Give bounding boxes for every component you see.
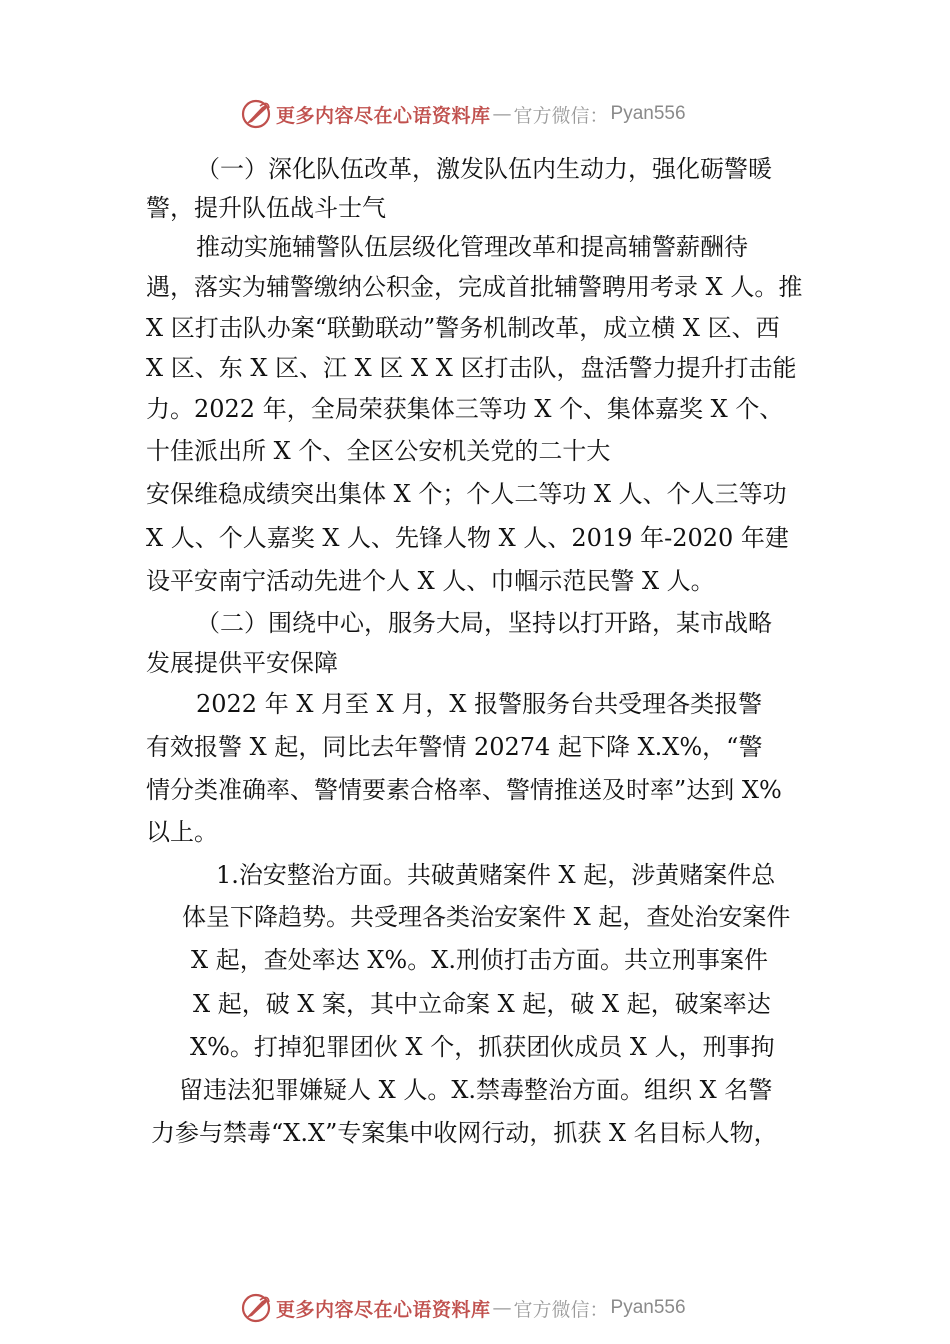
paragraph-line: 安保维稳成绩突出集体 X 个；个人二等功 X 人、个人三等功	[146, 480, 787, 508]
paragraph-line: 推动实施辅警队伍层级化管理改革和提高辅警薪酬待	[196, 233, 748, 261]
paragraph-line: 2022 年 X 月至 X 月，X 报警服务台共受理各类报警	[196, 690, 763, 718]
watermark-banner-bottom	[240, 1291, 686, 1325]
watermark-dash: —	[492, 103, 512, 125]
paragraph-line: X 区、东 X 区、江 X 区 X X 区打击队，盘活警力提升打击能	[146, 354, 797, 382]
quill-logo-icon	[240, 1292, 272, 1324]
paragraph-line: X 区打击队办案“联勤联动”警务机制改革，成立横 X 区、西	[146, 314, 780, 342]
quill-logo-icon	[240, 98, 272, 130]
heading-line-1: （一）深化队伍改革，激发队伍内生动力，强化砺警暖	[196, 155, 772, 183]
watermark-account: Pyan556	[610, 1297, 686, 1318]
list-paragraph-line: 体呈下降趋势。共受理各类治安案件 X 起，查处治安案件	[182, 903, 791, 931]
paragraph-line: 有效报警 X 起，同比去年警情 20274 起下降 X.X%，“警	[146, 733, 763, 761]
heading-line-1: （二）围绕中心，服务大局，坚持以打开路，某市战略	[196, 609, 772, 637]
paragraph-line: 遇，落实为辅警缴纳公积金，完成首批辅警聘用考录 X 人。推	[146, 273, 803, 301]
paragraph-line: 力。2022 年，全局荣获集体三等功 X 个、集体嘉奖 X 个、	[146, 395, 784, 423]
paragraph-line: 情分类准确率、警情要素合格率、警情推送及时率”达到 X%	[146, 776, 782, 804]
heading-line-2: 发展提供平安保障	[146, 649, 338, 677]
list-paragraph-line: 留违法犯罪嫌疑人 X 人。X.禁毒整治方面。组织 X 名警	[179, 1076, 773, 1104]
watermark-banner-top	[240, 97, 686, 131]
paragraph-line: 十佳派出所 X 个、全区公安机关党的二十大	[146, 437, 611, 465]
paragraph-line: 设平安南宁活动先进个人 X 人、巾帼示范民警 X 人。	[146, 567, 715, 595]
watermark-official-label: 官方微信：	[513, 1298, 609, 1321]
watermark-main-text: 更多内容尽在心语资料库	[276, 1298, 491, 1321]
paragraph-line: X 人、个人嘉奖 X 人、先锋人物 X 人、2019 年-2020 年建	[146, 524, 789, 552]
watermark-dash: —	[492, 1297, 512, 1319]
heading-line-2: 警，提升队伍战斗士气	[146, 194, 386, 222]
list-paragraph-line: 力参与禁毒“X.X”专案集中收网行动，抓获 X 名目标人物，	[151, 1119, 778, 1147]
list-paragraph-line: X 起，破 X 案，其中立命案 X 起，破 X 起，破案率达	[193, 990, 771, 1018]
list-paragraph-line: X 起，查处率达 X%。X.刑侦打击方面。共立刑事案件	[191, 946, 768, 974]
list-paragraph-line: 1.治安整治方面。共破黄赌案件 X 起，涉黄赌案件总	[216, 861, 776, 889]
paragraph-line: 以上。	[146, 818, 218, 846]
watermark-official-label: 官方微信：	[513, 104, 609, 127]
list-paragraph-line: X%。打掉犯罪团伙 X 个，抓获团伙成员 X 人，刑事拘	[190, 1033, 775, 1061]
watermark-account: Pyan556	[610, 103, 686, 124]
watermark-main-text: 更多内容尽在心语资料库	[276, 104, 491, 127]
